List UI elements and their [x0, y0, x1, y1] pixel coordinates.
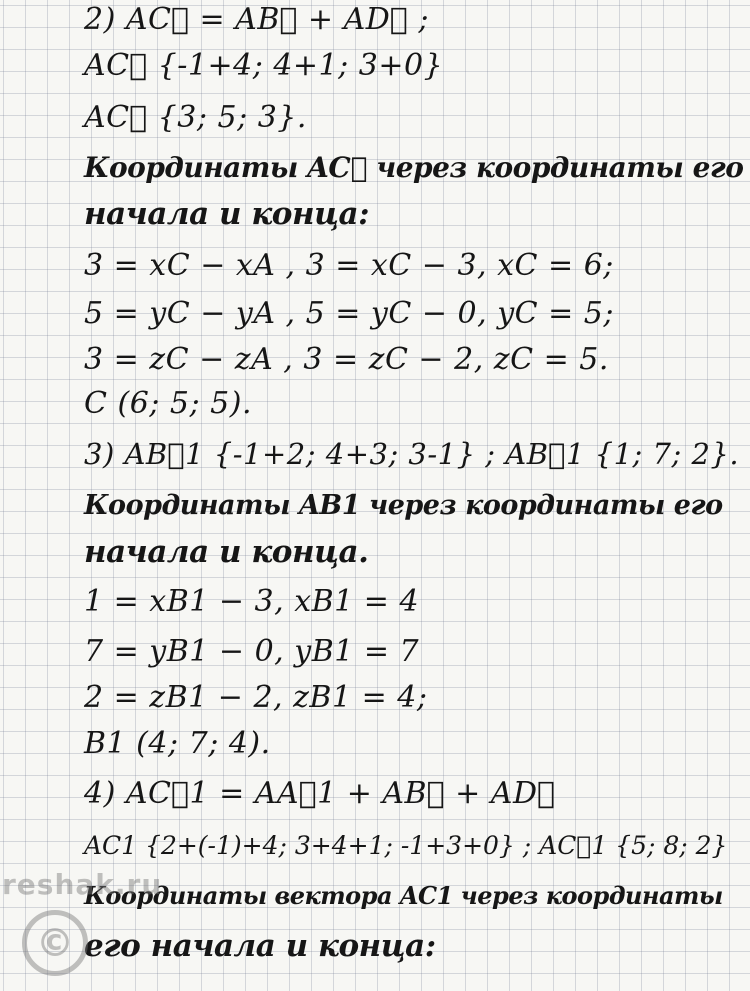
line-15: 2 = zB1 − 2, zB1 = 4;	[84, 680, 428, 715]
line-16: B1 (4; 7; 4).	[84, 726, 271, 761]
line-11: Координаты AB1 через координаты его	[84, 490, 723, 521]
line-20: его начала и конца:	[84, 928, 436, 964]
line-13: 1 = xB1 − 3, xB1 = 4	[84, 584, 420, 619]
line-2: AC⃗ {-1+4; 4+1; 3+0}	[84, 48, 444, 83]
line-3: AC⃗ {3; 5; 3}.	[84, 100, 307, 135]
line-17: 4) AC⃗1 = AA⃗1 + AB⃗ + AD⃗	[84, 776, 556, 811]
line-4: Координаты AC⃗ через координаты его	[84, 151, 744, 184]
line-7: 5 = yC − yA , 5 = yC − 0, yC = 5;	[84, 296, 615, 331]
line-14: 7 = yB1 − 0, yB1 = 7	[84, 634, 420, 669]
margin-line	[72, 0, 74, 991]
line-8: 3 = zC − zA , 3 = zC − 2, zC = 5.	[84, 342, 609, 377]
line-1: 2) AC⃗ = AB⃗ + AD⃗ ;	[84, 2, 429, 37]
line-10: 3) AB⃗1 {-1+2; 4+3; 3-1} ; AB⃗1 {1; 7; 2}.	[84, 437, 740, 471]
line-6: 3 = xC − xA , 3 = xC − 3, xC = 6;	[84, 248, 614, 283]
line-5: начала и конца:	[84, 196, 370, 232]
line-12: начала и конца.	[84, 534, 369, 570]
line-19: Координаты вектора AC1 через координаты	[84, 881, 723, 910]
line-9: C (6; 5; 5).	[84, 386, 252, 421]
watermark-text: reshak.ru	[2, 868, 163, 901]
watermark-copyright-icon: ©	[22, 910, 88, 976]
line-18: AC1 {2+(-1)+4; 3+4+1; -1+3+0} ; AC⃗1 {5; 8; 2}	[84, 831, 728, 860]
